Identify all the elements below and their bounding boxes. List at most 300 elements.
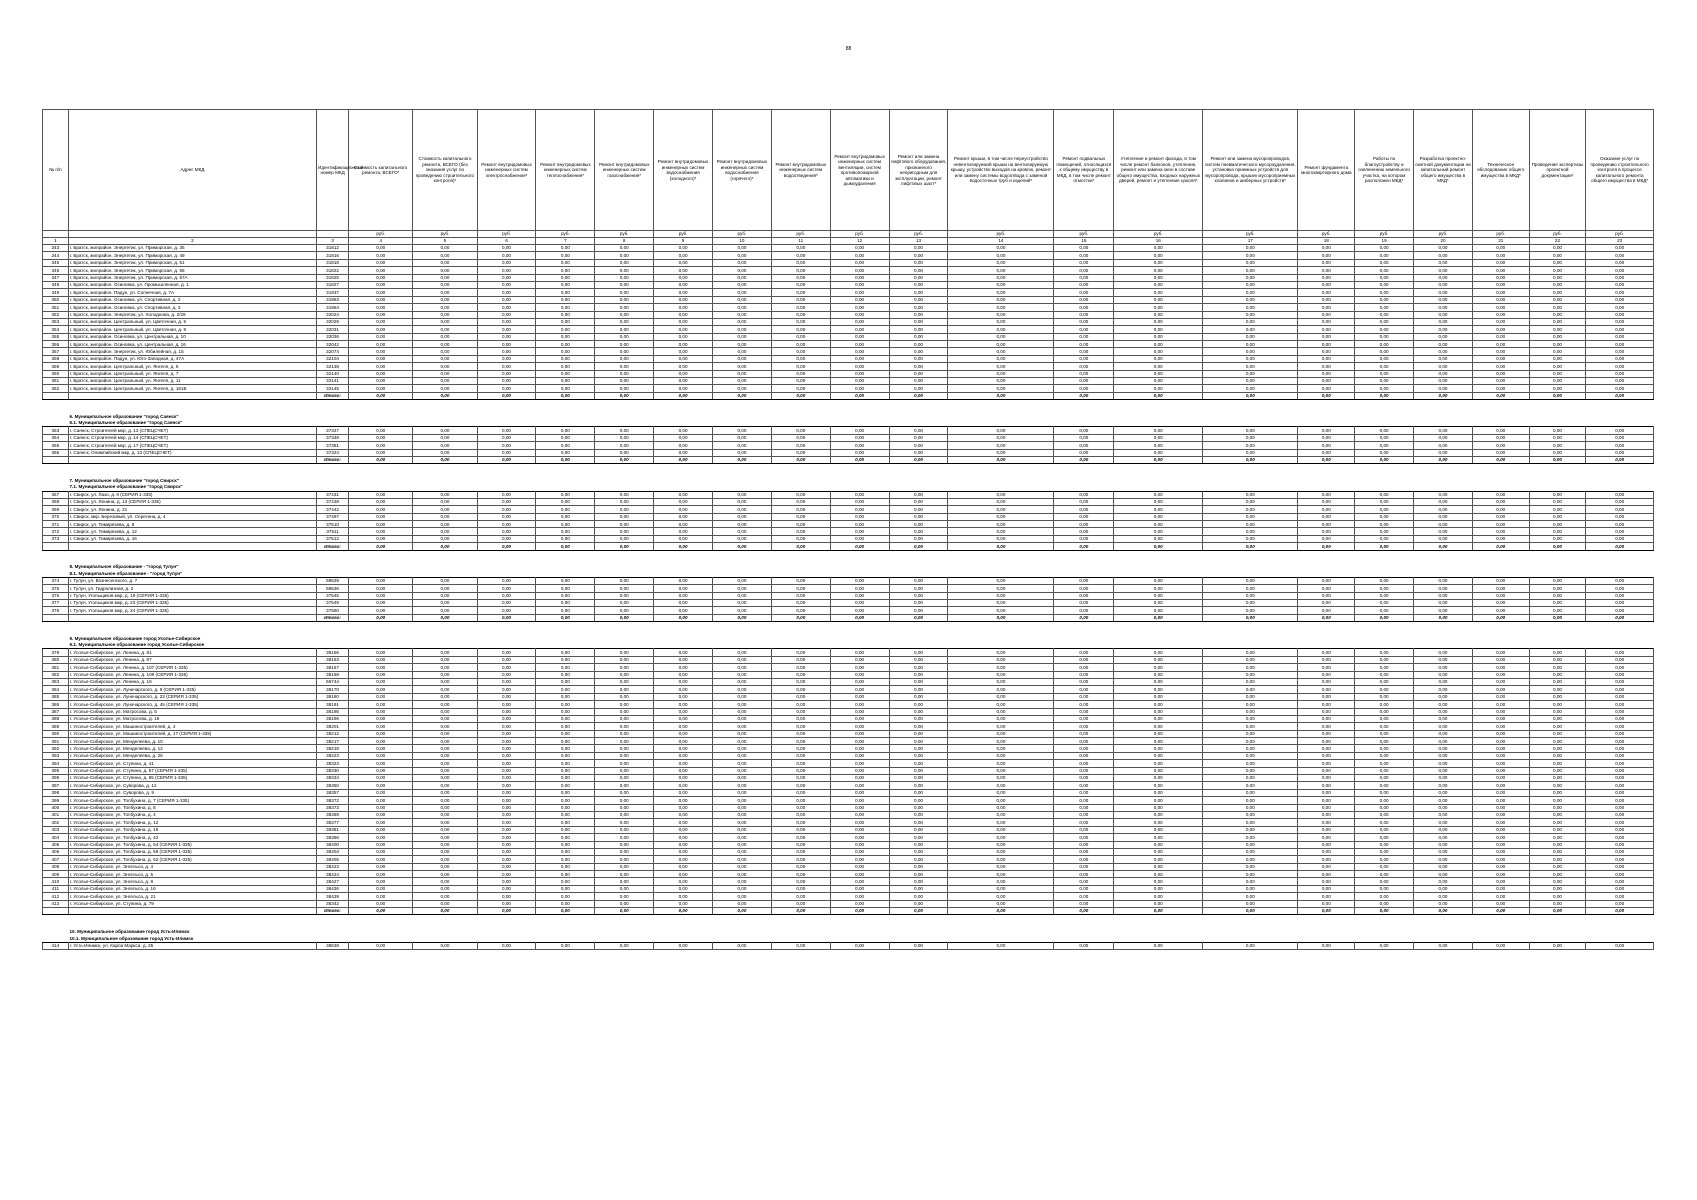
cost-cell: 0,00 <box>1203 738 1298 745</box>
cost-cell: 0,00 <box>413 311 477 318</box>
cost-cell: 0,00 <box>948 521 1054 528</box>
cost-cell: 0,00 <box>1586 760 1654 767</box>
cost-cell: 0,00 <box>771 811 830 818</box>
building-id: 38191 <box>317 701 349 708</box>
cost-cell: 0,00 <box>1114 745 1203 752</box>
cost-cell: 0,00 <box>1298 819 1355 826</box>
cost-cell: 0,00 <box>595 318 654 325</box>
cost-cell: 0,00 <box>1586 521 1654 528</box>
building-id: 31816 <box>317 252 349 259</box>
row-number: 400 <box>43 804 69 811</box>
row-number: 349 <box>43 289 69 296</box>
cost-cell: 0,00 <box>595 304 654 311</box>
cost-cell: 0,00 <box>536 848 595 855</box>
table-row <box>43 528 1654 535</box>
cost-cell: 0,00 <box>1355 834 1414 841</box>
cost-cell: 0,00 <box>1355 878 1414 885</box>
unit-cell: руб. <box>1298 231 1355 238</box>
cost-cell: 0,00 <box>1114 863 1203 870</box>
cost-cell: 0,00 <box>536 304 595 311</box>
building-address: г. Братск, жилрайон. Центральный, ул. Цветочная, д. 5 <box>68 318 316 325</box>
cost-cell: 0,00 <box>595 723 654 730</box>
cost-cell: 0,00 <box>771 664 830 671</box>
cost-cell: 0,00 <box>1054 521 1114 528</box>
cost-cell: 0,00 <box>595 355 654 362</box>
cost-cell: 0,00 <box>830 607 889 614</box>
cost-cell: 0,00 <box>413 289 477 296</box>
cost-cell: 0,00 <box>536 370 595 377</box>
cost-cell: 0,00 <box>349 811 413 818</box>
cost-cell: 0,00 <box>654 871 713 878</box>
total-cell: 0,00 <box>948 392 1054 399</box>
cost-cell: 0,00 <box>1114 296 1203 303</box>
cost-cell: 0,00 <box>477 834 536 841</box>
cost-cell: 0,00 <box>1114 378 1203 385</box>
cost-cell: 0,00 <box>713 296 772 303</box>
cost-cell: 0,00 <box>536 893 595 900</box>
cost-cell: 0,00 <box>413 506 477 513</box>
section-title <box>43 413 1654 420</box>
cost-cell: 0,00 <box>948 848 1054 855</box>
cost-cell: 0,00 <box>413 449 477 456</box>
building-address: г. Усолье-Сибирское, ул. Матросова, д. 19 <box>68 715 316 722</box>
cost-cell: 0,00 <box>1586 333 1654 340</box>
building-id: 38424 <box>317 871 349 878</box>
cost-cell: 0,00 <box>1355 942 1414 949</box>
table-row <box>43 701 1654 708</box>
cost-cell: 0,00 <box>595 671 654 678</box>
cost-cell: 0,00 <box>595 656 654 663</box>
cost-cell: 0,00 <box>413 521 477 528</box>
unit-cell: руб. <box>1586 231 1654 238</box>
cost-cell: 0,00 <box>1355 686 1414 693</box>
cost-cell: 0,00 <box>713 671 772 678</box>
cost-cell: 0,00 <box>477 656 536 663</box>
cost-cell: 0,00 <box>1054 252 1114 259</box>
cost-cell: 0,00 <box>654 738 713 745</box>
page-number: 88 <box>845 46 852 52</box>
cost-cell: 0,00 <box>536 341 595 348</box>
cost-cell: 0,00 <box>413 259 477 266</box>
row-number: 355 <box>43 333 69 340</box>
cost-cell: 0,00 <box>536 311 595 318</box>
cost-cell: 0,00 <box>1586 649 1654 656</box>
cost-cell: 0,00 <box>654 715 713 722</box>
column-number-cell: 17 <box>1203 238 1298 245</box>
building-address: г. Усолье-Сибирское, ул. Суворова, д. 12 <box>68 782 316 789</box>
building-address: г. Усолье-Сибирское, ул. Толбухина, д. 12 <box>68 819 316 826</box>
cost-cell: 0,00 <box>1054 701 1114 708</box>
cost-cell: 0,00 <box>477 267 536 274</box>
section-subtitle <box>43 935 1654 942</box>
cost-cell: 0,00 <box>1586 723 1654 730</box>
cost-cell: 0,00 <box>1586 289 1654 296</box>
cost-cell: 0,00 <box>1586 789 1654 796</box>
cost-cell: 0,00 <box>1114 841 1203 848</box>
cost-cell: 0,00 <box>830 745 889 752</box>
table-row <box>43 577 1654 584</box>
total-cell: 0,00 <box>1472 392 1529 399</box>
building-address: г. Братск, жилрайон. Осиновка, ул. Спортивная, д. 2 <box>68 296 316 303</box>
cost-cell: 0,00 <box>1472 819 1529 826</box>
building-id: 38342 <box>317 900 349 907</box>
building-id: 37438 <box>317 498 349 505</box>
cost-cell: 0,00 <box>654 289 713 296</box>
building-address: г. Усолье-Сибирское, ул. Менделеева, д. 12 <box>68 745 316 752</box>
cost-cell: 0,00 <box>1203 363 1298 370</box>
cost-cell: 0,00 <box>1529 491 1586 498</box>
row-number: 407 <box>43 856 69 863</box>
cost-cell: 0,00 <box>1054 730 1114 737</box>
building-address: г. Усолье-Сибирское, ул. Ленина, д. 97 <box>68 656 316 663</box>
cost-cell: 0,00 <box>830 311 889 318</box>
cost-cell: 0,00 <box>771 708 830 715</box>
building-address: г. Саянск, Строителей мкр, д. 14 (СПЕЦСЧЕТ) <box>68 434 316 441</box>
cost-cell: 0,00 <box>889 600 948 607</box>
cost-cell: 0,00 <box>889 245 948 252</box>
cost-cell: 0,00 <box>595 826 654 833</box>
cost-cell: 0,00 <box>830 355 889 362</box>
cost-cell: 0,00 <box>536 693 595 700</box>
cost-cell: 0,00 <box>477 245 536 252</box>
cost-cell: 0,00 <box>1355 326 1414 333</box>
cost-cell: 0,00 <box>889 671 948 678</box>
cost-cell: 0,00 <box>595 521 654 528</box>
cost-cell: 0,00 <box>1298 745 1355 752</box>
cost-cell: 0,00 <box>771 900 830 907</box>
cost-cell: 0,00 <box>349 434 413 441</box>
cost-cell: 0,00 <box>830 767 889 774</box>
cost-cell: 0,00 <box>1529 656 1586 663</box>
table-row <box>43 326 1654 333</box>
cost-cell: 0,00 <box>830 664 889 671</box>
table-row <box>43 811 1654 818</box>
cost-cell: 0,00 <box>1586 885 1654 892</box>
cost-cell: 0,00 <box>1298 326 1355 333</box>
cost-cell: 0,00 <box>1472 900 1529 907</box>
cost-cell: 0,00 <box>1054 782 1114 789</box>
cost-cell: 0,00 <box>830 592 889 599</box>
cost-cell: 0,00 <box>413 752 477 759</box>
cost-cell: 0,00 <box>1203 281 1298 288</box>
cost-cell: 0,00 <box>1203 885 1298 892</box>
cost-cell: 0,00 <box>889 797 948 804</box>
cost-cell: 0,00 <box>1355 296 1414 303</box>
cost-cell: 0,00 <box>713 715 772 722</box>
cost-cell: 0,00 <box>1355 333 1414 340</box>
cost-cell: 0,00 <box>349 513 413 520</box>
building-address: г. Свирск, мкр. Березовый, ул. Серегина, д. 4 <box>68 513 316 520</box>
cost-cell: 0,00 <box>1414 363 1473 370</box>
cost-cell: 0,00 <box>654 592 713 599</box>
cost-cell: 0,00 <box>1054 348 1114 355</box>
cost-cell: 0,00 <box>1355 513 1414 520</box>
building-id: 37512 <box>317 535 349 542</box>
cost-cell: 0,00 <box>889 577 948 584</box>
cost-cell: 0,00 <box>536 900 595 907</box>
cost-cell: 0,00 <box>1355 498 1414 505</box>
column-number-cell: 22 <box>1529 238 1586 245</box>
cost-cell: 0,00 <box>1529 506 1586 513</box>
cost-cell: 0,00 <box>771 535 830 542</box>
cost-cell: 0,00 <box>536 841 595 848</box>
cost-cell: 0,00 <box>536 671 595 678</box>
cost-cell: 0,00 <box>1298 900 1355 907</box>
section-gap <box>43 622 1654 636</box>
cost-cell: 0,00 <box>889 826 948 833</box>
cost-cell: 0,00 <box>536 797 595 804</box>
cost-cell: 0,00 <box>1114 664 1203 671</box>
cost-cell: 0,00 <box>1054 259 1114 266</box>
cost-cell: 0,00 <box>595 715 654 722</box>
row-number: 396 <box>43 775 69 782</box>
total-cell: 0,00 <box>948 456 1054 463</box>
cost-cell: 0,00 <box>349 745 413 752</box>
cost-cell: 0,00 <box>771 289 830 296</box>
cost-cell: 0,00 <box>595 442 654 449</box>
column-number-cell: 14 <box>948 238 1054 245</box>
cost-cell: 0,00 <box>1298 701 1355 708</box>
cost-cell: 0,00 <box>1114 701 1203 708</box>
cost-cell: 0,00 <box>595 506 654 513</box>
cost-cell: 0,00 <box>713 326 772 333</box>
cost-cell: 0,00 <box>536 942 595 949</box>
cost-cell: 0,00 <box>948 304 1054 311</box>
column-number-cell: 2 <box>68 238 316 245</box>
cost-cell: 0,00 <box>713 900 772 907</box>
cost-cell: 0,00 <box>595 649 654 656</box>
row-number: 389 <box>43 723 69 730</box>
cost-cell: 0,00 <box>477 281 536 288</box>
total-cell: 0,00 <box>1298 908 1355 915</box>
column-number-cell: 7 <box>536 238 595 245</box>
cost-cell: 0,00 <box>1355 804 1414 811</box>
cost-cell: 0,00 <box>1298 333 1355 340</box>
cost-cell: 0,00 <box>349 281 413 288</box>
cost-cell: 0,00 <box>830 686 889 693</box>
cost-cell: 0,00 <box>1203 804 1298 811</box>
cost-cell: 0,00 <box>536 767 595 774</box>
building-address: г. Свирск, ул. Лазо, д. 6 (СЕРИЯ 1-335) <box>68 491 316 498</box>
cost-cell: 0,00 <box>595 267 654 274</box>
cost-cell: 0,00 <box>948 693 1054 700</box>
cost-cell: 0,00 <box>536 804 595 811</box>
cost-cell: 0,00 <box>477 942 536 949</box>
cost-cell: 0,00 <box>713 834 772 841</box>
cost-cell: 0,00 <box>1414 649 1473 656</box>
cost-cell: 0,00 <box>713 878 772 885</box>
cost-cell: 0,00 <box>889 326 948 333</box>
cost-cell: 0,00 <box>771 797 830 804</box>
cost-cell: 0,00 <box>1586 671 1654 678</box>
cost-cell: 0,00 <box>830 856 889 863</box>
cost-cell: 0,00 <box>889 804 948 811</box>
cost-cell: 0,00 <box>1298 267 1355 274</box>
cost-cell: 0,00 <box>948 834 1054 841</box>
cost-cell: 0,00 <box>830 826 889 833</box>
cost-cell: 0,00 <box>713 281 772 288</box>
cost-cell: 0,00 <box>595 449 654 456</box>
cost-cell: 0,00 <box>349 678 413 685</box>
cost-cell: 0,00 <box>1472 856 1529 863</box>
cost-cell: 0,00 <box>349 274 413 281</box>
cost-cell: 0,00 <box>1472 715 1529 722</box>
cost-cell: 0,00 <box>1203 378 1298 385</box>
cost-cell: 0,00 <box>1586 535 1654 542</box>
cost-cell: 0,00 <box>1355 274 1414 281</box>
cost-cell: 0,00 <box>948 863 1054 870</box>
cost-cell: 0,00 <box>349 671 413 678</box>
cost-cell: 0,00 <box>771 326 830 333</box>
cost-cell: 0,00 <box>1472 775 1529 782</box>
total-cell: 0,00 <box>536 543 595 550</box>
building-address: г. Братск, жилрайон. Энергетик, ул. Приморская, д. 57А <box>68 274 316 281</box>
cost-cell: 0,00 <box>713 348 772 355</box>
cost-cell: 0,00 <box>349 289 413 296</box>
cost-cell: 0,00 <box>349 326 413 333</box>
cost-cell: 0,00 <box>349 797 413 804</box>
cost-cell: 0,00 <box>889 304 948 311</box>
cost-cell: 0,00 <box>1529 607 1586 614</box>
total-cell: 0,00 <box>654 392 713 399</box>
cost-cell: 0,00 <box>413 686 477 693</box>
row-number: 369 <box>43 506 69 513</box>
total-cell: 0,00 <box>349 543 413 550</box>
row-number: 353 <box>43 318 69 325</box>
cost-cell: 0,00 <box>713 289 772 296</box>
cost-cell: 0,00 <box>1355 752 1414 759</box>
cost-cell: 0,00 <box>1203 577 1298 584</box>
cost-cell: 0,00 <box>536 513 595 520</box>
cost-cell: 0,00 <box>1414 811 1473 818</box>
cost-cell: 0,00 <box>477 607 536 614</box>
cost-cell: 0,00 <box>1472 885 1529 892</box>
total-cell: 0,00 <box>536 614 595 621</box>
cost-cell: 0,00 <box>1472 752 1529 759</box>
cost-cell: 0,00 <box>1586 577 1654 584</box>
building-id: 38217 <box>317 738 349 745</box>
cost-cell: 0,00 <box>1054 355 1114 362</box>
cost-cell: 0,00 <box>1529 723 1586 730</box>
cost-cell: 0,00 <box>1114 274 1203 281</box>
cost-cell: 0,00 <box>1114 427 1203 434</box>
column-header-9: Ремонт внутридомовых инженерных систем водоснабжения (холодного)* <box>654 110 713 231</box>
cost-cell: 0,00 <box>1529 252 1586 259</box>
cost-cell: 0,00 <box>477 491 536 498</box>
cost-cell: 0,00 <box>1054 341 1114 348</box>
building-address: г. Тулун, Угольщиков мкр, д. 23 (СЕРИЯ 1-335) <box>68 600 316 607</box>
cost-cell: 0,00 <box>948 856 1054 863</box>
total-cell: 0,00 <box>830 614 889 621</box>
cost-cell: 0,00 <box>830 528 889 535</box>
cost-cell: 0,00 <box>948 715 1054 722</box>
cost-cell: 0,00 <box>1298 760 1355 767</box>
cost-cell: 0,00 <box>1114 442 1203 449</box>
total-spacer <box>68 908 316 915</box>
row-number: 375 <box>43 585 69 592</box>
cost-cell: 0,00 <box>413 385 477 392</box>
cost-cell: 0,00 <box>948 708 1054 715</box>
cost-cell: 0,00 <box>948 535 1054 542</box>
table-row <box>43 304 1654 311</box>
cost-cell: 0,00 <box>536 701 595 708</box>
table-row <box>43 804 1654 811</box>
cost-cell: 0,00 <box>1298 767 1355 774</box>
cost-cell: 0,00 <box>713 592 772 599</box>
cost-cell: 0,00 <box>477 355 536 362</box>
cost-cell: 0,00 <box>830 274 889 281</box>
cost-cell: 0,00 <box>948 449 1054 456</box>
cost-cell: 0,00 <box>1529 592 1586 599</box>
cost-cell: 0,00 <box>948 942 1054 949</box>
unit-cell: руб. <box>830 231 889 238</box>
cost-cell: 0,00 <box>948 701 1054 708</box>
building-address: г. Свирск, ул. Тимирязева, д. 12 <box>68 528 316 535</box>
cost-cell: 0,00 <box>889 730 948 737</box>
cost-cell: 0,00 <box>1203 745 1298 752</box>
cost-cell: 0,00 <box>1054 848 1114 855</box>
cost-cell: 0,00 <box>1114 521 1203 528</box>
building-address: г. Усолье-Сибирское, ул. Менделеева, д. 10 <box>68 738 316 745</box>
building-address: г. Братск, жилрайон. Центральный, ул. Янгеля, д. 11 <box>68 378 316 385</box>
total-cell: 0,00 <box>1472 456 1529 463</box>
cost-cell: 0,00 <box>771 885 830 892</box>
cost-cell: 0,00 <box>1472 378 1529 385</box>
cost-cell: 0,00 <box>1298 370 1355 377</box>
cost-cell: 0,00 <box>1114 678 1203 685</box>
cost-cell: 0,00 <box>1414 656 1473 663</box>
row-number: 350 <box>43 296 69 303</box>
cost-cell: 0,00 <box>1203 797 1298 804</box>
cost-cell: 0,00 <box>595 782 654 789</box>
cost-cell: 0,00 <box>830 819 889 826</box>
cost-cell: 0,00 <box>1414 819 1473 826</box>
cost-cell: 0,00 <box>595 513 654 520</box>
cost-cell: 0,00 <box>1054 585 1114 592</box>
building-id: 32145 <box>317 385 349 392</box>
cost-cell: 0,00 <box>349 348 413 355</box>
cost-cell: 0,00 <box>1203 326 1298 333</box>
cost-cell: 0,00 <box>1472 782 1529 789</box>
cost-cell: 0,00 <box>1414 841 1473 848</box>
cost-cell: 0,00 <box>1472 267 1529 274</box>
cost-cell: 0,00 <box>1472 296 1529 303</box>
cost-cell: 0,00 <box>413 797 477 804</box>
cost-cell: 0,00 <box>1472 252 1529 259</box>
cost-cell: 0,00 <box>1355 491 1414 498</box>
building-address: г. Братск, жилрайон. Энергетик, ул. Холоднова, д. 2/29 <box>68 311 316 318</box>
total-cell: 0,00 <box>595 543 654 550</box>
cost-cell: 0,00 <box>1529 296 1586 303</box>
cost-cell: 0,00 <box>654 252 713 259</box>
cost-cell: 0,00 <box>1414 341 1473 348</box>
cost-cell: 0,00 <box>1203 686 1298 693</box>
cost-cell: 0,00 <box>713 826 772 833</box>
cost-cell: 0,00 <box>477 819 536 826</box>
total-cell: 0,00 <box>595 392 654 399</box>
cost-cell: 0,00 <box>889 370 948 377</box>
cost-cell: 0,00 <box>1414 513 1473 520</box>
cost-cell: 0,00 <box>536 600 595 607</box>
cost-cell: 0,00 <box>413 811 477 818</box>
cost-cell: 0,00 <box>1203 296 1298 303</box>
spacer <box>43 622 1654 636</box>
cost-cell: 0,00 <box>1114 245 1203 252</box>
cost-cell: 0,00 <box>413 296 477 303</box>
section-title <box>43 635 1654 642</box>
cost-cell: 0,00 <box>1114 893 1203 900</box>
building-id: 38405 <box>317 856 349 863</box>
